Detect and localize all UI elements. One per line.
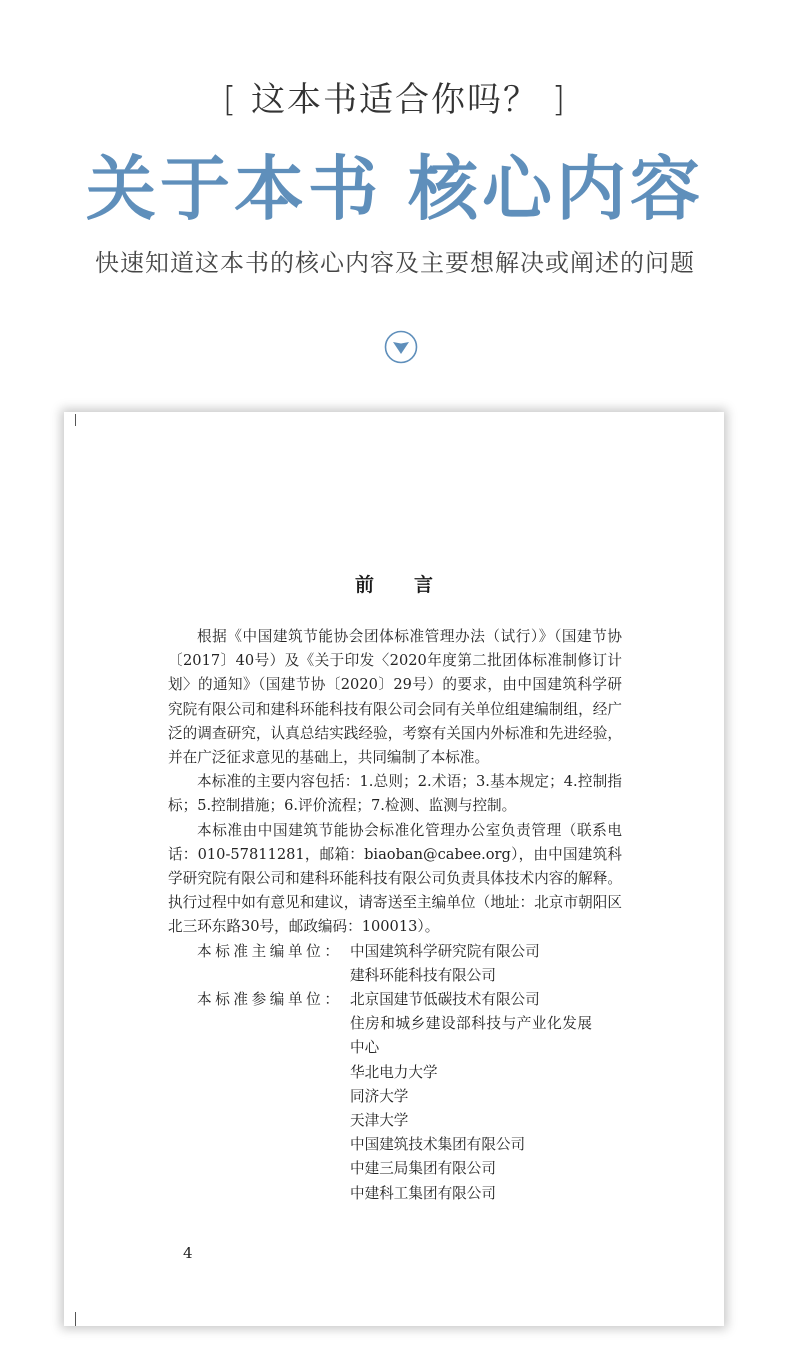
section-kicker (0, 78, 790, 122)
crop-mark (75, 414, 76, 426)
chief-units-list (350, 940, 622, 988)
list-item: 同济大学 (350, 1087, 409, 1105)
chief-units-label: 本标准主编单位： (197, 942, 343, 960)
chevron-down-circle-icon (384, 330, 418, 364)
participating-units-label: 本标准参编单位： (197, 991, 343, 1009)
chief-units-row (168, 940, 622, 988)
crop-mark (75, 1312, 76, 1326)
section-subtitle: 快速知道这本书的核心内容及主要想解决或阐述的问题 (95, 249, 695, 277)
kicker-text: 这本书适合你吗？ (251, 80, 539, 120)
participating-units-row (168, 988, 622, 1206)
kicker-open-bracket: [ (222, 80, 239, 120)
paragraph-background: 根据《中国建筑节能协会团体标准管理办法（试行）》（国建节协〔2017〕40号）及《关于印发〈2020年度第二批团体标准制修订计划〉的通知》（国建节协〔2020〕29号）的要求，由中国建筑科学研究院有限公司和建科环能科技有限公司会同有关单位组建编制组，经广泛的调查研究，认真总结实践经验，考察有关国内外标准和先进经验，并在广泛征求意见的基础上，共同编制了本标准。 (168, 628, 622, 767)
title-part-2: 核心内容 (408, 147, 704, 230)
list-item: 中国建筑技术集团有限公司 (350, 1136, 526, 1154)
document-title: 前言 (354, 574, 473, 596)
list-item: 中国建筑科学研究院有限公司 (350, 942, 540, 960)
kicker-close-bracket: ] (551, 80, 568, 120)
list-item: 天津大学 (350, 1112, 409, 1130)
list-item: 中建科工集团有限公司 (350, 1184, 496, 1202)
page-number: 4 (183, 1244, 193, 1262)
list-item: 建科环能科技有限公司 (350, 966, 496, 984)
document-page (64, 412, 724, 1326)
section-title (0, 146, 790, 232)
list-item: 华北电力大学 (350, 1063, 438, 1081)
document-body (168, 625, 622, 1206)
title-part-1: 关于本书 (86, 147, 382, 230)
paragraph-management: 本标准由中国建筑节能协会标准化管理办公室负责管理（联系电话：010-57811281，邮箱：biaoban@cabee.org），由中国建筑科学研究院有限公司和建科环能科技有限公司负责具体技术内容的解释。执行过程中如有意见和建议，请寄送至主编单位（地址：北京市朝阳区北三环东路30号，邮政编码：100013）。 (168, 821, 622, 936)
list-item: 住房和城乡建设部科技与产业化发展中心 (350, 1015, 592, 1057)
paragraph-contents: 本标准的主要内容包括：1.总则；2.术语；3.基本规定；4.控制指标；5.控制措施；6.评价流程；7.检测、监测与控制。 (168, 773, 622, 815)
list-item: 北京国建节低碳技术有限公司 (350, 991, 540, 1009)
participating-units-list (350, 988, 622, 1206)
list-item: 中建三局集团有限公司 (350, 1160, 496, 1178)
